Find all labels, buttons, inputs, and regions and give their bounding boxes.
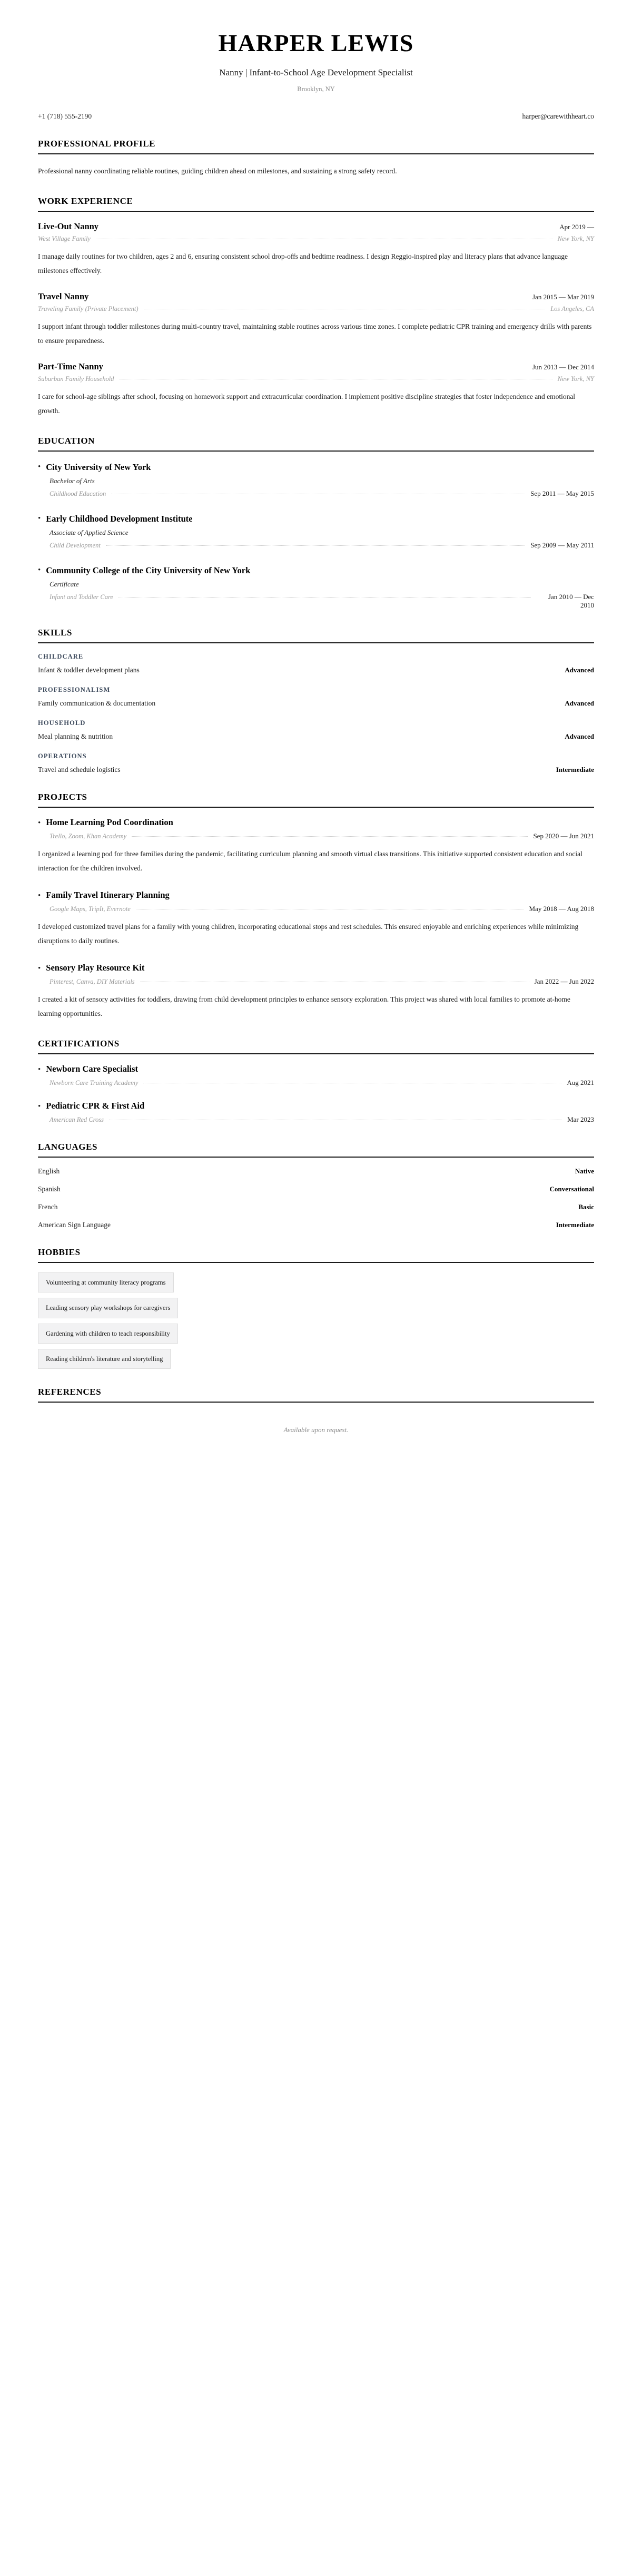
contact-email[interactable]: harper@carewithheart.co [522,112,594,121]
hobby-chip: Gardening with children to teach responsibility [38,1324,178,1344]
section-divider [38,807,594,808]
bullet-icon: • [38,1065,41,1074]
job-location: New York, NY [557,235,594,243]
project-date-range: Sep 2020 — Jun 2021 [533,832,594,840]
skill-level: Advanced [565,699,594,708]
project-entry-header [38,890,594,900]
project-description: I organized a learning pod for three families during the pandemic, facilitating curriculum planning and smooth virtual class transitions. This initiative supported consistent education and social interaction for the children involved. [38,850,582,873]
dotted-leader [118,597,531,598]
field-of-study: Childhood Education [50,490,106,498]
education-date-range: Sep 2009 — May 2011 [530,541,594,550]
skill-category-label: HOUSEHOLD [38,719,86,727]
page-bottom-spacer [38,1434,594,1513]
section-heading-projects: PROJECTS [38,792,87,802]
skill-name: Meal planning & nutrition [38,732,113,741]
school-name: City University of New York [46,462,151,473]
language-row [38,1167,594,1176]
project-description: I created a kit of sensory activities for toddlers, drawing from child development principles to enhance sensory exploration. This project was shared with local families to promote at-home learning opportunities. [38,995,570,1018]
skill-name: Travel and schedule logistics [38,766,121,774]
project-entry-meta [50,905,594,913]
experience-entry [38,291,594,348]
skill-category-label: CHILDCARE [38,653,84,661]
hobby-chip: Leading sensory play workshops for caregivers [38,1298,178,1318]
experience-entry-meta [38,375,594,383]
skill-row [38,666,594,674]
education-entry-meta [50,489,594,498]
job-date-range: Apr 2019 — [559,223,594,231]
dotted-leader [106,545,525,546]
skill-group [38,686,594,708]
employer-name: Traveling Family (Private Placement) [38,305,139,313]
education-entry-meta [50,593,594,610]
education-entry-header [38,461,594,474]
certification-issuer: American Red Cross [50,1116,104,1124]
section-divider [38,211,594,212]
certification-entry-meta [50,1115,594,1124]
job-date-range: Jan 2015 — Mar 2019 [532,293,594,301]
candidate-location: Brooklyn, NY [297,85,335,93]
project-entry [38,890,594,948]
experience-entry-header [38,291,594,302]
section-divider [38,1262,594,1263]
skill-row [38,699,594,708]
section-heading-languages: LANGUAGES [38,1142,98,1152]
bullet-icon: • [38,964,41,973]
language-row [38,1221,594,1229]
certification-name: Newborn Care Specialist [46,1064,139,1074]
section-divider [38,1402,594,1403]
degree-name: Associate of Applied Science [50,528,129,537]
project-entry-meta [50,832,594,840]
bullet-icon: • [38,892,41,900]
certification-date: Mar 2023 [567,1115,594,1124]
job-location: New York, NY [557,375,594,383]
job-description: I support infant through toddler milestones during multi-country travel, maintaining stable routines across various time zones. I complete pediatric CPR training and emergency drills with parents to ensure preparedness. [38,322,592,345]
certification-issuer: Newborn Care Training Academy [50,1079,139,1087]
section-divider [38,1053,594,1054]
contact-phone[interactable]: +1 (718) 555-2190 [38,112,92,121]
language-level: Intermediate [556,1221,594,1229]
bullet-icon: • [38,463,41,472]
section-heading-certifications: CERTIFICATIONS [38,1039,120,1049]
language-name: English [38,1167,60,1176]
skill-name: Family communication & documentation [38,699,156,708]
skill-group [38,752,594,774]
degree-name: Certificate [50,580,79,589]
experience-entry [38,361,594,418]
project-entry [38,963,594,1021]
section-references [38,1387,594,1434]
experience-entry-header [38,221,594,232]
project-tools: Pinterest, Canva, DIY Materials [50,978,135,986]
education-date-range: Jan 2010 — Dec 2010 [548,593,594,610]
language-name: Spanish [38,1185,61,1193]
employer-name: West Village Family [38,235,91,243]
section-heading-education: EDUCATION [38,436,95,446]
job-description: I manage daily routines for two children, ages 2 and 6, ensuring consistent school drop-offs and bedtime readiness. I design Reggio-inspired play and literacy plans that advance language milestones effectively. [38,252,568,275]
job-location: Los Angeles, CA [550,305,594,313]
section-certifications [38,1039,594,1124]
skill-group [38,719,594,741]
references-note: Available upon request. [283,1426,349,1434]
job-date-range: Jun 2013 — Dec 2014 [532,363,594,371]
project-tools: Trello, Zoom, Khan Academy [50,832,127,840]
skill-category-label: OPERATIONS [38,752,87,760]
certification-name: Pediatric CPR & First Aid [46,1101,145,1111]
job-title: Travel Nanny [38,291,89,302]
project-description: I developed customized travel plans for a family with young children, incorporating educational stops and rest schedules. This ensured enjoyable and enriching experiences while minimizing disruptions to daily routines. [38,923,579,945]
project-entry-header [38,817,594,828]
field-of-study: Child Development [50,542,101,550]
education-entry-meta [50,541,594,550]
language-name: French [38,1203,58,1211]
skill-level: Advanced [565,666,594,674]
education-entry [38,513,594,550]
language-level: Native [575,1167,594,1176]
certification-entry-meta [50,1079,594,1087]
section-work-experience [38,196,594,418]
certification-date: Aug 2021 [567,1079,594,1087]
section-skills [38,628,594,774]
skill-name: Infant & toddler development plans [38,666,140,674]
job-title: Part-Time Nanny [38,361,103,372]
contact-bar [38,112,594,121]
candidate-name: HARPER LEWIS [218,30,414,56]
project-name: Sensory Play Resource Kit [46,963,145,973]
language-level: Basic [578,1203,594,1211]
job-description: I care for school-age siblings after school, focusing on homework support and extracurricular coordination. I implement positive discipline strategies that foster independence and emotional growth. [38,393,576,415]
skill-level: Intermediate [556,766,594,774]
section-heading-references: REFERENCES [38,1387,102,1397]
project-entry-header [38,963,594,973]
skill-level: Advanced [565,732,594,741]
school-name: Community College of the City University of New York [46,565,251,576]
education-entry-header [38,513,594,525]
project-tools: Google Maps, TripIt, Evernote [50,905,131,913]
experience-entry-header [38,361,594,372]
employer-name: Suburban Family Household [38,375,114,383]
skill-group [38,653,594,674]
section-heading-profile: PROFESSIONAL PROFILE [38,139,156,149]
section-languages [38,1142,594,1229]
resume-header [38,0,594,121]
education-entry-header [38,564,594,577]
hobby-chip: Volunteering at community literacy programs [38,1272,174,1292]
bullet-icon: • [38,514,41,523]
section-heading-hobbies: HOBBIES [38,1247,81,1258]
hobby-chip-list [38,1272,594,1369]
profile-summary-text: Professional nanny coordinating reliable routines, guiding children ahead on milestones, and sustaining a strong safety record. [38,167,397,175]
skill-category-label: PROFESSIONALISM [38,686,111,694]
project-date-range: May 2018 — Aug 2018 [529,905,594,913]
language-name: American Sign Language [38,1221,111,1229]
certification-entry [38,1101,594,1124]
bullet-icon: • [38,819,41,828]
field-of-study: Infant and Toddler Care [50,593,113,601]
bullet-icon: • [38,1102,41,1111]
degree-name: Bachelor of Arts [50,477,95,485]
skill-row [38,766,594,774]
section-divider [38,450,594,452]
skill-row [38,732,594,741]
project-entry [38,817,594,875]
certification-entry-header [38,1064,594,1074]
section-education [38,436,594,610]
section-divider [38,153,594,154]
candidate-title: Nanny | Infant-to-School Age Development Specialist [219,67,413,78]
language-row [38,1203,594,1211]
language-level: Conversational [549,1185,594,1193]
section-professional-profile [38,139,594,178]
section-divider [38,642,594,643]
project-entry-meta [50,977,594,986]
section-heading-skills: SKILLS [38,628,73,638]
project-date-range: Jan 2022 — Jun 2022 [534,977,594,986]
education-entry [38,461,594,498]
school-name: Early Childhood Development Institute [46,514,193,524]
education-entry [38,564,594,610]
section-divider [38,1157,594,1158]
language-row [38,1185,594,1193]
experience-entry [38,221,594,278]
section-projects [38,792,594,1021]
project-name: Home Learning Pod Coordination [46,817,173,828]
hobby-chip: Reading children's literature and storytelling [38,1349,171,1369]
dotted-leader [132,836,528,837]
project-name: Family Travel Itinerary Planning [46,890,170,900]
job-title: Live-Out Nanny [38,221,99,232]
experience-entry-meta [38,305,594,313]
section-heading-experience: WORK EXPERIENCE [38,196,133,207]
education-date-range: Sep 2011 — May 2015 [530,489,594,498]
bullet-icon: • [38,566,41,575]
certification-entry-header [38,1101,594,1111]
section-hobbies [38,1247,594,1369]
certification-entry [38,1064,594,1087]
experience-entry-meta [38,235,594,243]
